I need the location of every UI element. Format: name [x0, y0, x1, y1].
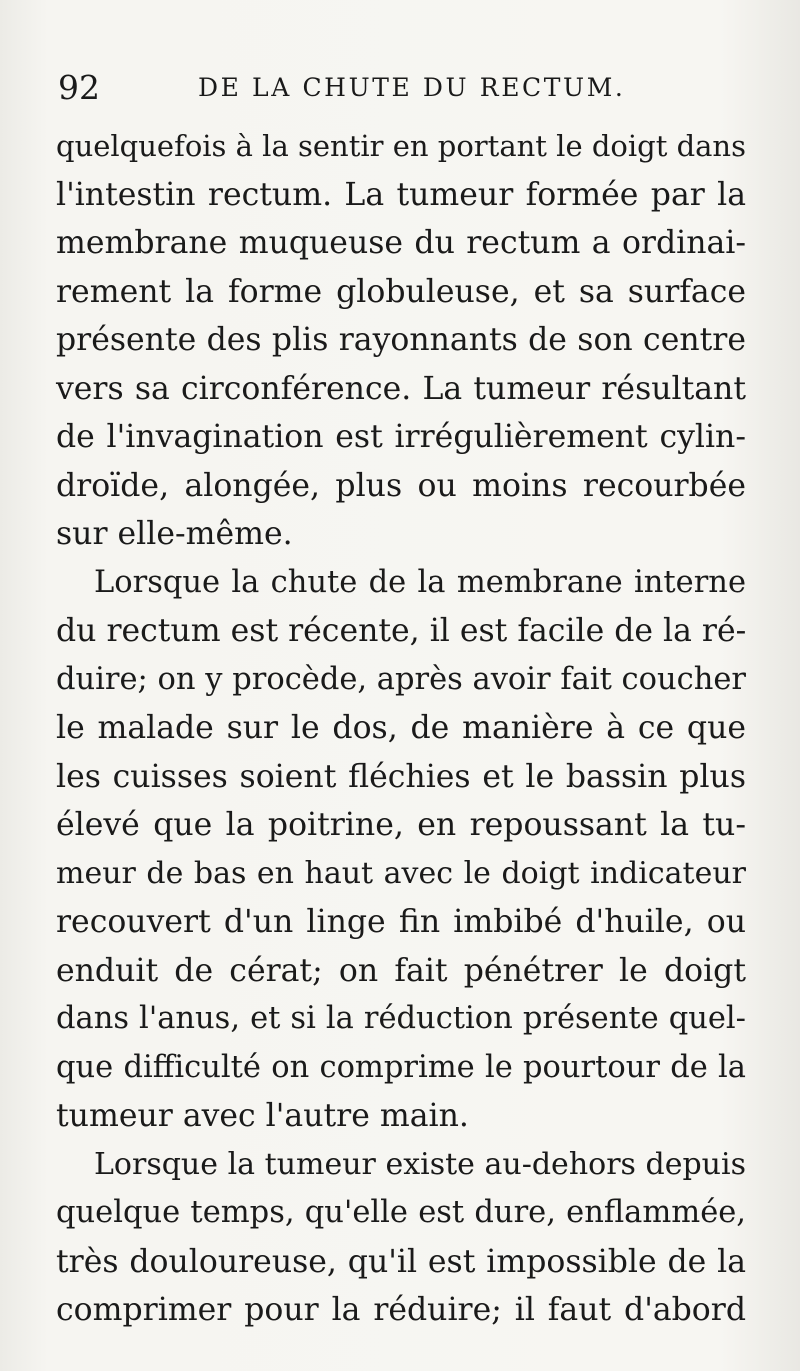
text-line: sur elle-même.: [56, 516, 293, 552]
body-text: [56, 122, 746, 1335]
text-line: Lorsque la chute de la membrane interne: [94, 564, 746, 600]
text-line: enduit de cérat; on fait pénétrer le doigt: [56, 952, 746, 989]
text-line: duire; on y procède, après avoir fait coucher: [56, 661, 746, 697]
running-head: [58, 66, 748, 110]
text-line: les cuisses soient fléchies et le bassin plus: [56, 758, 746, 795]
text-line: le malade sur le dos, de manière à ce que: [56, 710, 746, 746]
text-line: dans l'anus, et si la réduction présente quel-: [56, 1001, 746, 1036]
text-line: droïde, alongée, plus ou moins recourbée: [56, 467, 746, 504]
text-line: élevé que la poitrine, en repoussant la tu-: [56, 807, 746, 843]
text-line: quelquefois à la sentir en portant le doigt dans: [56, 129, 746, 163]
text-line: Lorsque la tumeur existe au-dehors depuis: [94, 1146, 746, 1182]
text-line: l'intestin rectum. La tumeur formée par la: [56, 176, 746, 213]
text-line: présente des plis rayonnants de son centre: [56, 322, 746, 358]
text-line: rement la forme globuleuse, et sa surface: [56, 273, 746, 310]
text-line: recouvert d'un linge fin imbibé d'huile, ou: [56, 904, 746, 940]
text-line: du rectum est récente, il est facile de la ré-: [56, 613, 747, 649]
text-line: meur de bas en haut avec le doigt indicateur: [56, 855, 746, 891]
text-line: très douloureuse, qu'il est impossible de la: [56, 1243, 746, 1280]
text-line: tumeur avec l'autre main.: [56, 1098, 469, 1134]
running-title: DE LA CHUTE DU RECTUM.: [198, 73, 626, 102]
text-line: vers sa circonférence. La tumeur résultant: [56, 370, 746, 407]
text-line: comprimer pour la réduire; il faut d'abord: [56, 1292, 746, 1328]
page-number: 92: [58, 68, 100, 107]
text-line: membrane muqueuse du rectum a ordinai-: [56, 225, 746, 261]
text-line: que difficulté on comprime le pourtour de la: [56, 1049, 746, 1085]
text-line: de l'invagination est irrégulièrement cylin-: [56, 419, 746, 455]
text-line: quelque temps, qu'elle est dure, enflammée,: [56, 1195, 746, 1230]
